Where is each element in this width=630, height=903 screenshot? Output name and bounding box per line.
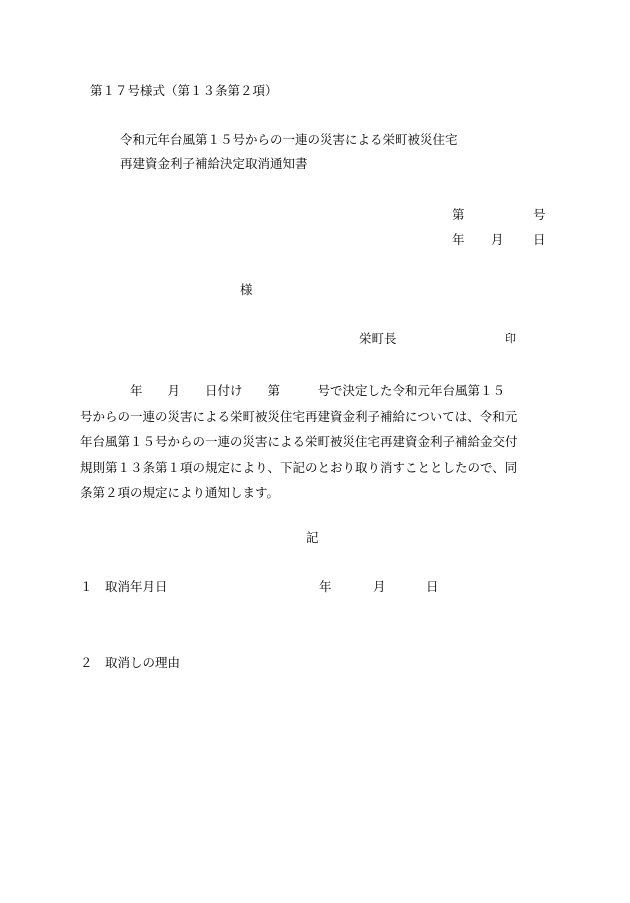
body-line: 規則第１３条第１項の規定により、下記のとおり取り消すこととしたので、同 bbox=[80, 459, 518, 475]
item-1-day-label: 日 bbox=[426, 579, 439, 594]
document-title-line-1: 令和元年台風第１５号からの一連の災害による栄町被災住宅 bbox=[120, 132, 458, 147]
addressee-honorific: 様 bbox=[240, 282, 253, 297]
item-1-month-label: 月 bbox=[373, 579, 386, 594]
doc-number-go: 号 bbox=[533, 207, 546, 222]
item-2-number: ２ bbox=[80, 655, 93, 670]
body-paragraph bbox=[80, 378, 550, 506]
item-1-number: １ bbox=[80, 579, 93, 594]
issue-date-day-label: 日 bbox=[533, 232, 546, 247]
item-1-label: 取消年月日 bbox=[105, 579, 168, 594]
issue-date-year-label: 年 bbox=[452, 232, 465, 247]
form-number: 第１７号様式（第１３条第２項） bbox=[90, 83, 278, 98]
document-title-line-2: 再建資金利子補給決定取消通知書 bbox=[120, 156, 308, 171]
doc-number-dai: 第 bbox=[452, 207, 465, 222]
ki-heading: 記 bbox=[306, 530, 319, 545]
item-2-label: 取消しの理由 bbox=[105, 655, 181, 670]
body-line: 年 月 日付け 第 号で決定した令和元年台風第１５ bbox=[80, 383, 506, 398]
issue-date-month-label: 月 bbox=[491, 232, 504, 247]
seal-mark: 印 bbox=[505, 332, 516, 345]
body-line: 年台風第１５号からの一連の災害による栄町被災住宅再建資金利子補給金交付 bbox=[80, 434, 518, 449]
issuer-title: 栄町長 bbox=[359, 331, 397, 346]
body-line: 号からの一連の災害による栄町被災住宅再建資金利子補給については、令和元 bbox=[80, 408, 518, 424]
item-1-year-label: 年 bbox=[319, 579, 332, 594]
body-line: 条第２項の規定により通知します。 bbox=[80, 485, 280, 500]
